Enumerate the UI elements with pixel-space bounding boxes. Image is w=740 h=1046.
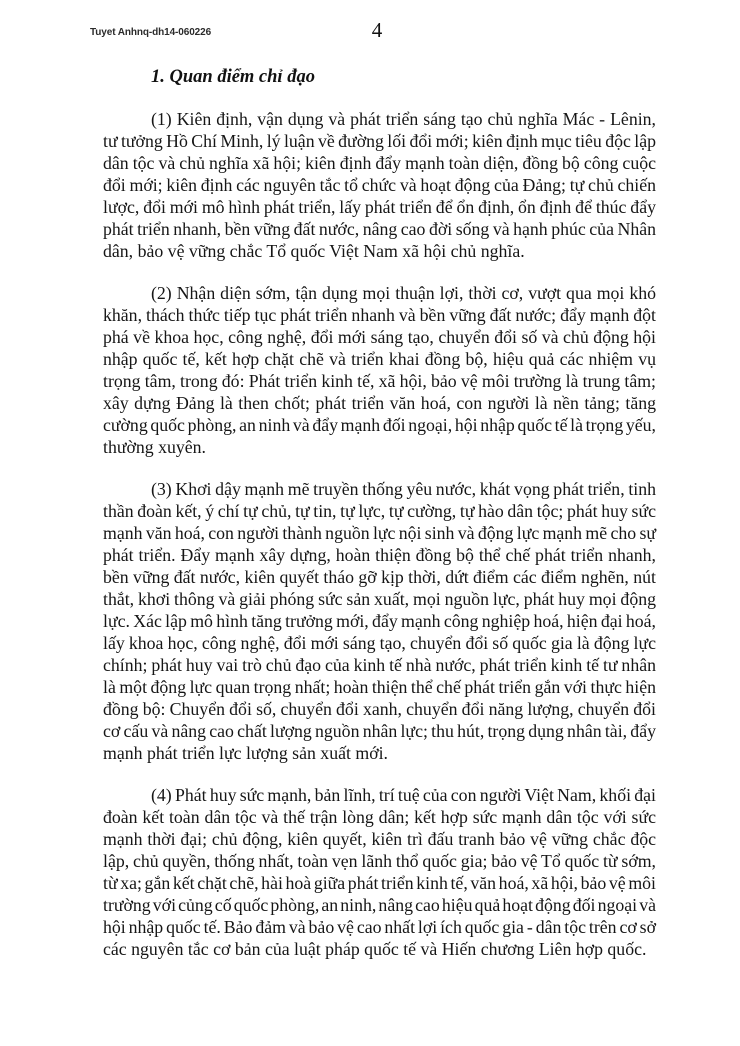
text-line [103, 174, 656, 196]
text-line-content: mạnh phát triển lực lượng sản xuất mới. [103, 743, 388, 763]
text-line [103, 414, 656, 436]
text-line-content: thần đoàn kết, ý chí tự chủ, tự tin, tự lực, tự cường, tự hào dân tộc; phát huy sức [103, 501, 656, 521]
section-heading: 1. Quan điểm chỉ đạo [151, 67, 315, 87]
text-line-content: nhập quốc tế, kết hợp chặt chẽ và triển khai đồng bộ, hiệu quả các nhiệm vụ [103, 349, 656, 369]
text-line-content: các nguyên tắc cơ bản của luật pháp quốc tế và Hiến chương Liên hợp quốc. [103, 939, 647, 959]
text-line [103, 784, 656, 806]
text-line-content: phá về khoa học, công nghệ, đổi mới sáng tạo, chuyển đổi số và chủ động hội [103, 327, 656, 347]
text-line [103, 698, 656, 720]
text-line [103, 916, 656, 938]
text-line-content: cường quốc phòng, an ninh và đẩy mạnh đối ngoại, hội nhập quốc tế là trọng yếu, [103, 415, 656, 435]
text-line-content: phát triển nhanh, bền vững đất nước, nâng cao đời sống và hạnh phúc của Nhân [103, 219, 656, 239]
text-line [103, 436, 656, 458]
text-line [103, 370, 656, 392]
text-line [103, 304, 656, 326]
text-line [103, 348, 656, 370]
text-line [103, 872, 656, 894]
text-line-content: trường với củng cố quốc phòng, an ninh, nâng cao hiệu quả hoạt động đối ngoại và [103, 895, 656, 915]
text-line-content: khăn, thách thức tiếp tục phát triển nhanh và bền vững đất nước; đẩy mạnh đột [103, 305, 656, 325]
text-line [103, 130, 656, 152]
text-line [103, 654, 656, 676]
text-line-content: lấy khoa học, công nghệ, đổi mới sáng tạo, chuyển đổi số quốc gia là động lực [103, 633, 656, 653]
text-line [103, 610, 656, 632]
text-line-content: (3) Khơi dậy mạnh mẽ truyền thống yêu nước, khát vọng phát triển, tinh [151, 479, 656, 499]
text-line-content: xây dựng Đảng là then chốt; phát triển văn hoá, con người là nền tảng; tăng [103, 393, 656, 413]
text-line-content: (4) Phát huy sức mạnh, bản lĩnh, trí tuệ của con người Việt Nam, khối đại [151, 785, 656, 805]
text-line [103, 938, 656, 960]
text-line [103, 500, 656, 522]
text-line-content: trọng tâm, trong đó: Phát triển kinh tế, xã hội, bảo vệ môi trường là trung tâm; [103, 371, 656, 391]
text-line [103, 326, 656, 348]
paragraph [103, 784, 656, 960]
text-line-content: lược, đổi mới mô hình phát triển, lấy phát triển để ổn định, ổn định để thúc đẩy [103, 197, 656, 217]
text-line-content: mạnh thời đại; chủ động, kiên quyết, kiên trì đấu tranh bảo vệ vững chắc độc [103, 829, 656, 849]
text-line-content: đoàn kết toàn dân tộc và thế trận lòng dân; kết hợp sức mạnh dân tộc với sức [103, 807, 656, 827]
text-line-content: đổi mới; kiên định các nguyên tắc tổ chức và hoạt động của Đảng; tự chủ chiến [103, 175, 656, 195]
text-line [103, 850, 656, 872]
text-line-content: là một động lực quan trọng nhất; hoàn thiện thể chế phát triển gắn với thực hiện [103, 677, 656, 697]
text-line [103, 478, 656, 500]
text-line [103, 544, 656, 566]
text-line [103, 218, 656, 240]
text-line [103, 522, 656, 544]
text-line-content: hội nhập quốc tế. Bảo đảm và bảo vệ cao nhất lợi ích quốc gia - dân tộc trên cơ sở [103, 917, 656, 937]
text-line [103, 742, 656, 764]
text-line-content: từ xa; gắn kết chặt chẽ, hài hoà giữa phát triển kinh tế, văn hoá, xã hội, bảo vệ môi [103, 873, 656, 893]
text-line [103, 392, 656, 414]
text-line [103, 720, 656, 742]
text-line [103, 676, 656, 698]
text-line-content: chính; phát huy vai trò chủ đạo của kinh tế nhà nước, phát triển kinh tế tư nhân [103, 655, 656, 675]
text-line-content: phát triển. Đẩy mạnh xây dựng, hoàn thiện đồng bộ thể chế phát triển nhanh, [103, 545, 656, 565]
text-line [103, 282, 656, 304]
page-number: 4 [371, 18, 383, 42]
text-line-content: lực. Xác lập mô hình tăng trưởng mới, đẩy mạnh công nghiệp hoá, hiện đại hoá, [103, 611, 656, 631]
text-line-content: cơ cấu và nâng cao chất lượng nguồn nhân lực; thu hút, trọng dụng nhân tài, đẩy [103, 721, 656, 741]
paragraph [103, 282, 656, 458]
text-line [103, 152, 656, 174]
text-line [103, 806, 656, 828]
paragraph [103, 478, 656, 764]
text-line-content: thắt, khơi thông và giải phóng sức sản xuất, mọi nguồn lực, phát huy mọi động [103, 589, 656, 609]
paragraph [103, 108, 656, 262]
text-line [103, 588, 656, 610]
text-line-content: lập, chủ quyền, thống nhất, toàn vẹn lãnh thổ quốc gia; bảo vệ Tổ quốc từ sớm, [103, 851, 656, 871]
text-line-content: (1) Kiên định, vận dụng và phát triển sáng tạo chủ nghĩa Mác - Lênin, [151, 109, 656, 129]
text-line-content: bền vững đất nước, kiên quyết tháo gỡ kịp thời, dứt điểm các điểm nghẽn, nút [103, 567, 656, 587]
text-line [103, 632, 656, 654]
text-line [103, 240, 656, 262]
text-line-content: mạnh văn hoá, con người thành nguồn lực nội sinh và động lực mạnh mẽ cho sự [103, 523, 656, 543]
text-line-content: tư tưởng Hồ Chí Minh, lý luận về đường lối đổi mới; kiên định mục tiêu độc lập [103, 131, 656, 151]
text-line-content: đồng bộ: Chuyển đổi số, chuyển đổi xanh, chuyển đổi năng lượng, chuyển đổi [103, 699, 656, 719]
document-body [103, 108, 656, 980]
text-line-content: dân tộc và chủ nghĩa xã hội; kiên định đẩy mạnh toàn diện, đồng bộ công cuộc [103, 153, 656, 173]
text-line [103, 894, 656, 916]
text-line-content: (2) Nhận diện sớm, tận dụng mọi thuận lợi, thời cơ, vượt qua mọi khó [151, 283, 656, 303]
document-header-label: Tuyet Anhnq-dh14-060226 [90, 27, 212, 38]
text-line [103, 828, 656, 850]
text-line [103, 196, 656, 218]
text-line-content: dân, bảo vệ vững chắc Tổ quốc Việt Nam xã hội chủ nghĩa. [103, 241, 525, 261]
text-line-content: thường xuyên. [103, 437, 206, 457]
text-line [103, 108, 656, 130]
text-line [103, 566, 656, 588]
